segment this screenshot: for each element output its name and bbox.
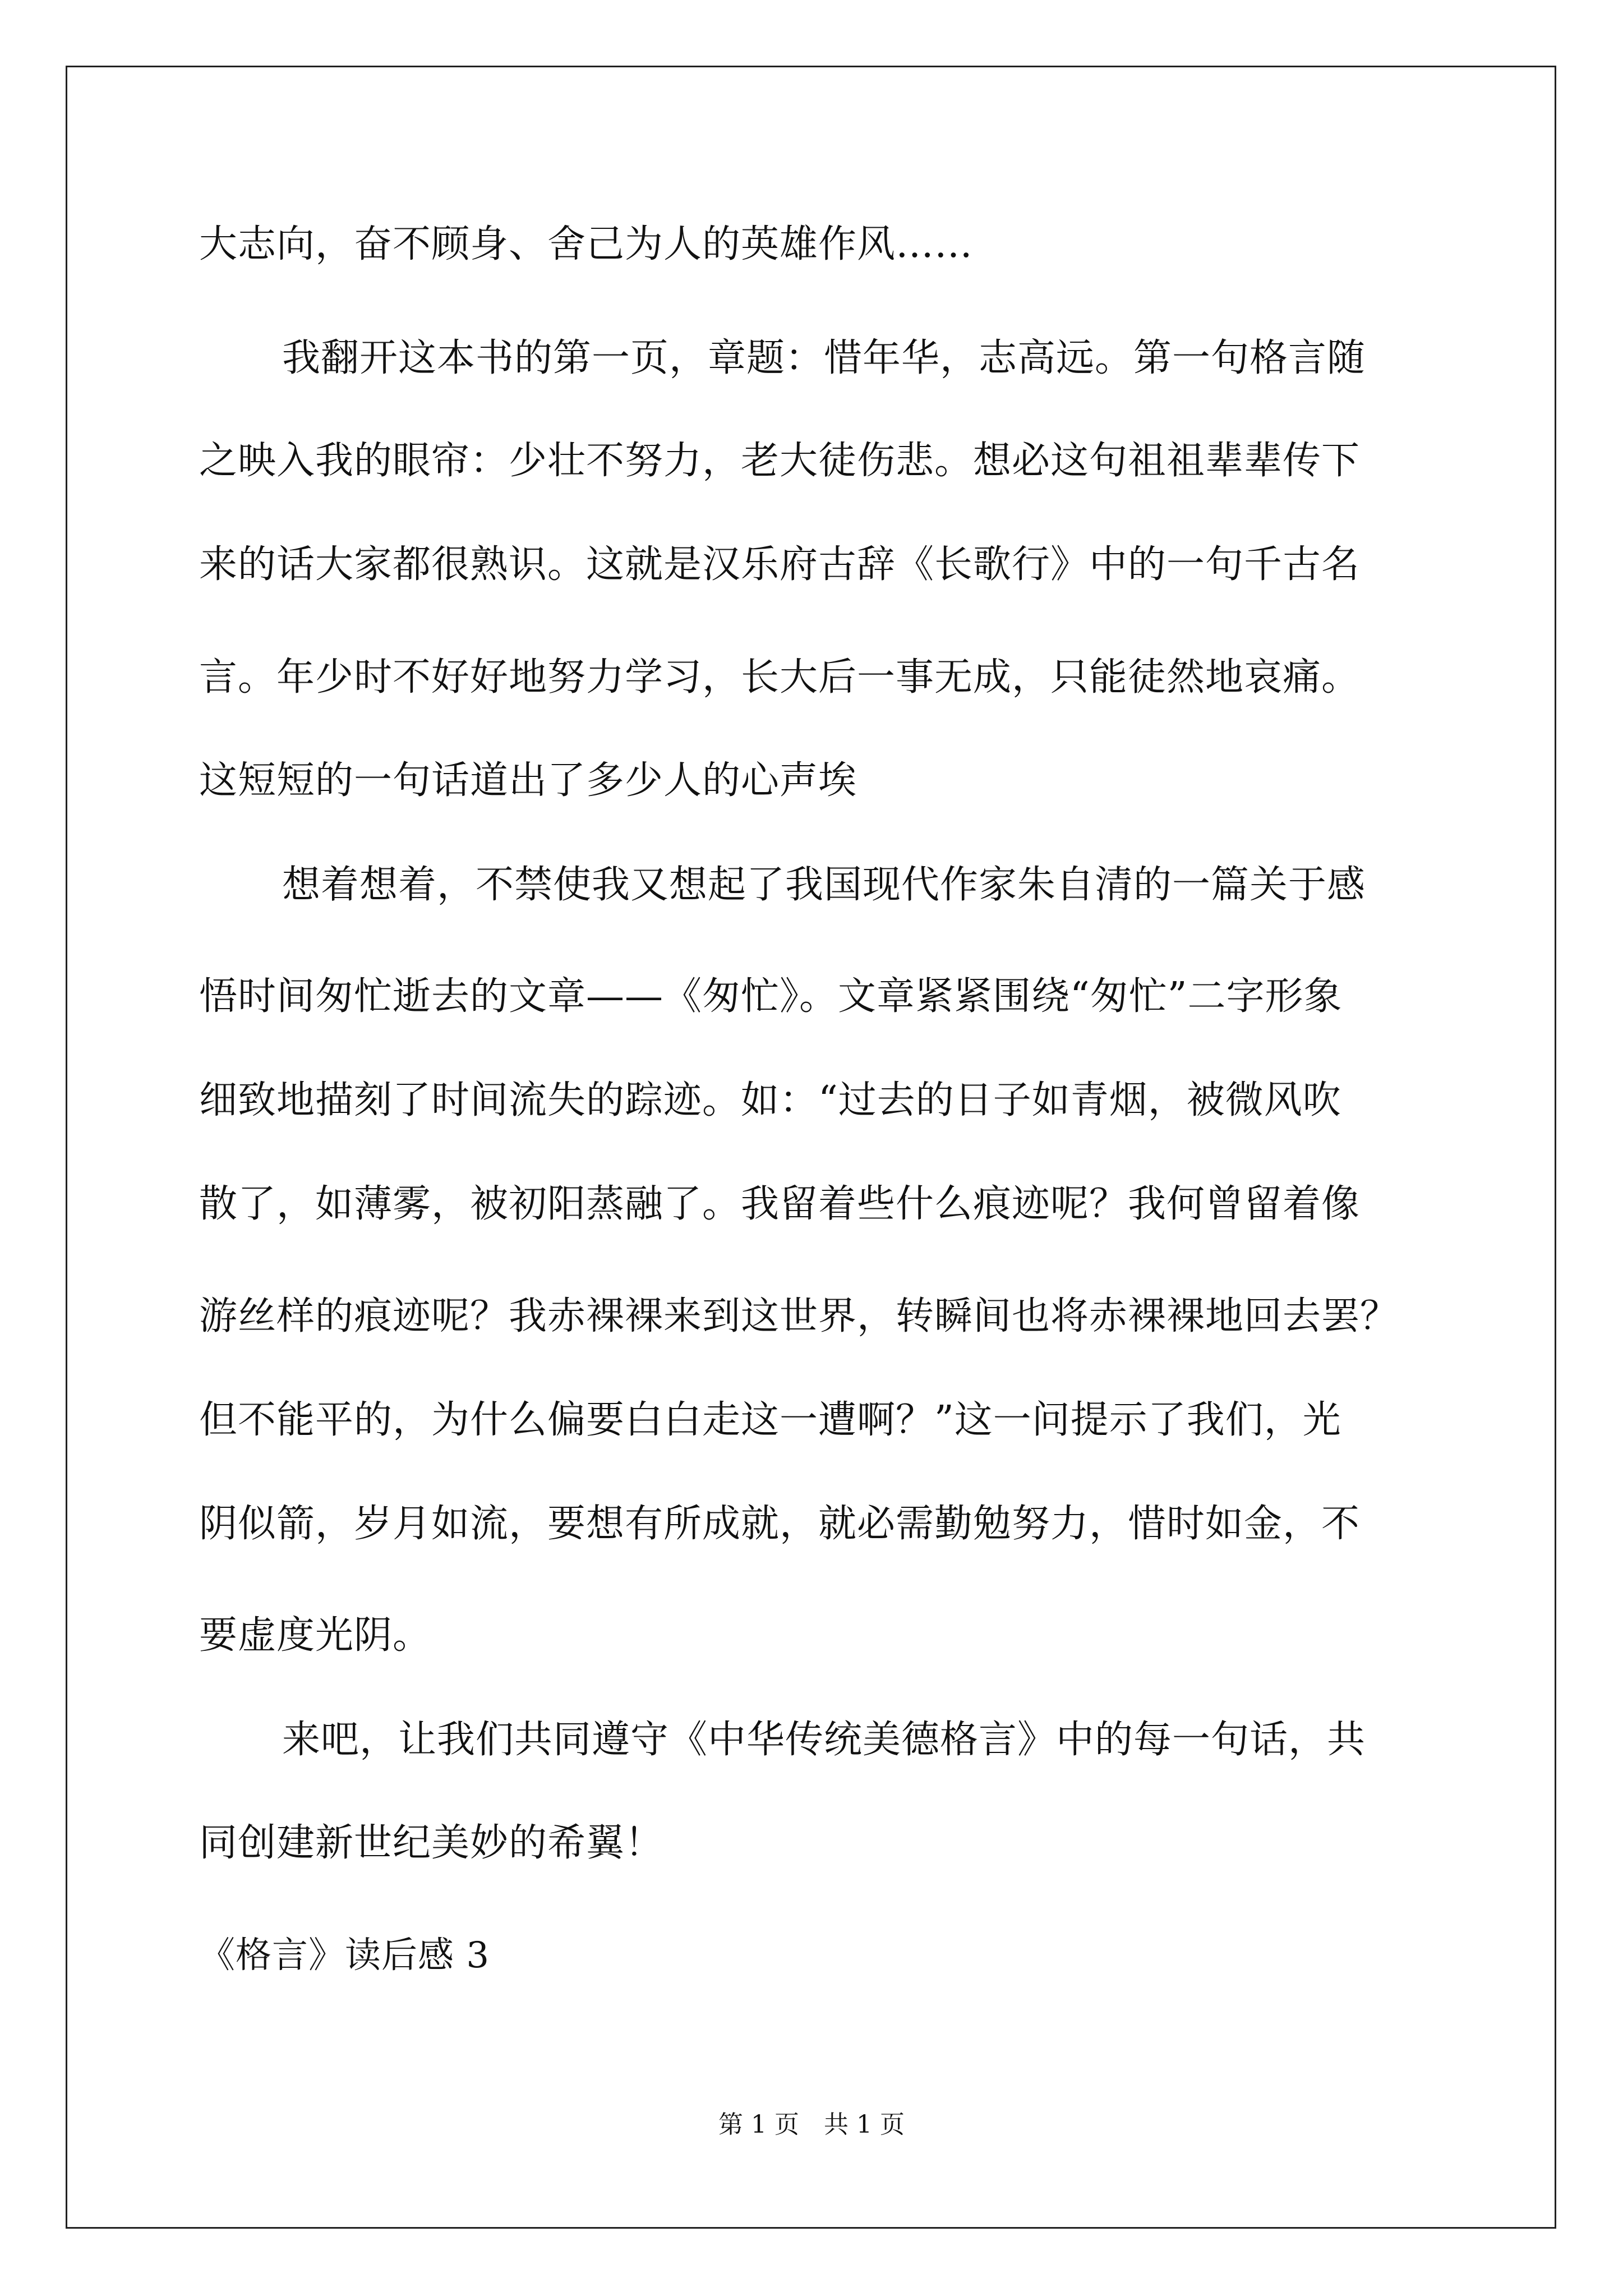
text-line: 游丝样的痕迹呢？我赤裸裸来到这世界，转瞬间也将赤裸裸地回去罢？ (199, 1294, 1399, 1338)
text-line: 同创建新世纪美妙的希翼！ (199, 1821, 664, 1865)
text-line: 这短短的一句话道出了多少人的心声埃 (199, 758, 857, 803)
page-border (66, 66, 1556, 2229)
page-footer: 第 1 页 共 1 页 (718, 2110, 905, 2139)
text-line: 言。年少时不好好地努力学习，长大后一事无成，只能徒然地哀痛。 (199, 655, 1361, 700)
text-line: 大志向，奋不顾身、舍己为人的英雄作风…… (199, 222, 974, 266)
text-line: 之映入我的眼帘：少壮不努力，老大徒伤悲。想必这句祖祖辈辈传下 (199, 439, 1361, 483)
text-line: 想着想着，不禁使我又想起了我国现代作家朱自清的一篇关于感 (282, 863, 1366, 907)
section-heading: 《格言》读后感 3 (199, 1935, 490, 1976)
text-line: 来的话大家都很熟识。这就是汉乐府古辞《长歌行》中的一句千古名 (199, 542, 1361, 587)
text-line: 我翻开这本书的第一页，章题：惜年华，志高远。第一句格言随 (282, 336, 1366, 380)
text-line: 散了，如薄雾，被初阳蒸融了。我留着些什么痕迹呢？我何曾留着像 (199, 1182, 1361, 1226)
text-line: 细致地描刻了时间流失的踪迹。如：“过去的日子如青烟，被微风吹 (199, 1078, 1341, 1122)
text-line: 要虚度光阴。 (199, 1613, 432, 1658)
text-line: 悟时间匆忙逝去的文章——《匆忙》。文章紧紧围绕“匆忙”二字形象 (199, 974, 1343, 1019)
text-line: 阴似箭，岁月如流，要想有所成就，就必需勤勉努力，惜时如金，不 (199, 1502, 1361, 1546)
text-line: 来吧，让我们共同遵守《中华传统美德格言》中的每一句话，共 (282, 1718, 1366, 1762)
text-line: 但不能平的，为什么偏要白白走这一遭啊？”这一问提示了我们，光 (199, 1398, 1341, 1442)
